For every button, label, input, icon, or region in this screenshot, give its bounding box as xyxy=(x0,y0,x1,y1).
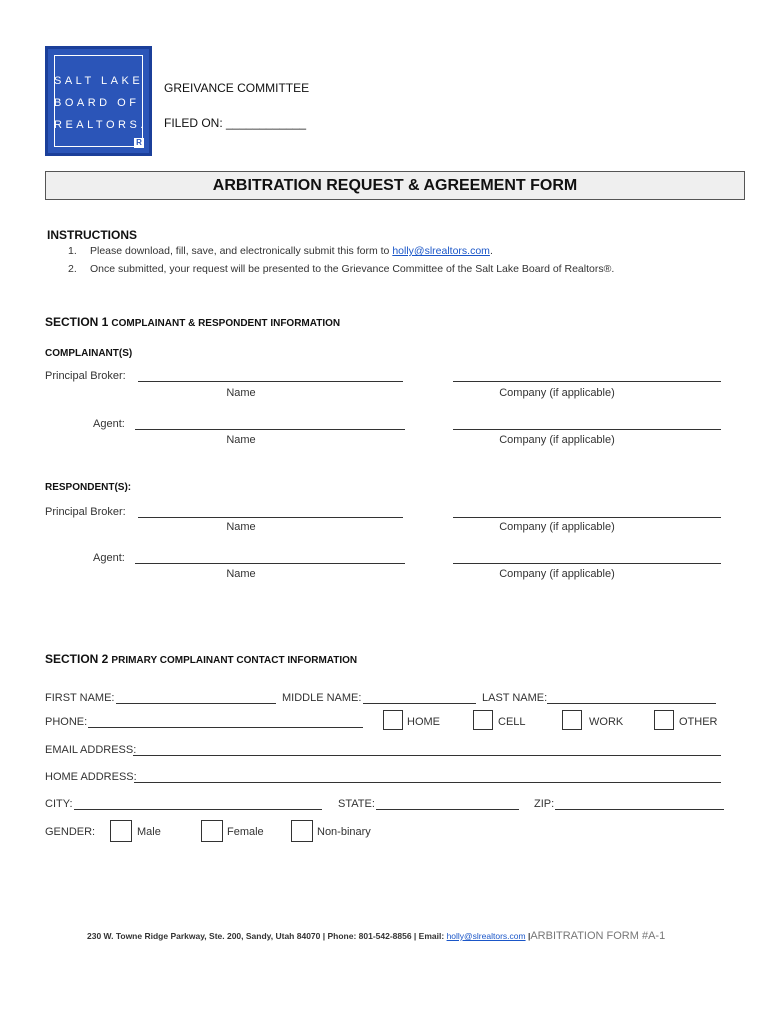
gender-female-label: Female xyxy=(227,826,264,838)
home-address-label: HOME ADDRESS: xyxy=(45,771,137,783)
name-caption: Name xyxy=(226,521,256,533)
gender-nonbinary-checkbox[interactable] xyxy=(291,820,313,842)
phone-cell-checkbox[interactable] xyxy=(473,710,493,730)
complainant-agent-name-field[interactable] xyxy=(135,429,405,430)
realtor-mark-icon: R xyxy=(134,138,144,148)
email-label: EMAIL ADDRESS: xyxy=(45,744,137,756)
gender-label: GENDER: xyxy=(45,826,96,838)
company-caption: Company (if applicable) xyxy=(499,434,615,446)
zip-field[interactable] xyxy=(555,809,724,810)
name-caption: Name xyxy=(226,434,256,446)
company-caption: Company (if applicable) xyxy=(499,387,615,399)
gender-male-label: Male xyxy=(137,826,161,838)
instruction-item-2: Once submitted, your request will be presented to the Grievance Committee of the Salt Lake Board of Realtors®. xyxy=(90,263,615,275)
instruction-text-1: Please download, fill, save, and electronically submit this form to xyxy=(90,245,390,257)
zip-label: ZIP: xyxy=(534,798,555,810)
complainant-agent-label: Agent: xyxy=(93,418,125,430)
city-field[interactable] xyxy=(74,809,322,810)
company-caption: Company (if applicable) xyxy=(499,521,615,533)
respondent-agent-company-field[interactable] xyxy=(453,563,721,564)
phone-work-label: WORK xyxy=(589,716,624,728)
filed-on-field[interactable]: FILED ON: ____________ xyxy=(164,116,307,130)
respondent-principal-name-field[interactable] xyxy=(138,517,403,518)
city-label: CITY: xyxy=(45,798,73,810)
phone-home-checkbox[interactable] xyxy=(383,710,403,730)
footer xyxy=(87,930,665,942)
phone-field[interactable] xyxy=(88,727,363,728)
name-caption: Name xyxy=(226,568,256,580)
section-2-title: PRIMARY COMPLAINANT CONTACT INFORMATION xyxy=(111,655,358,666)
gender-nonbinary-label: Non-binary xyxy=(317,826,371,838)
home-address-field[interactable] xyxy=(134,782,721,783)
instruction-end-1: . xyxy=(489,245,493,257)
instruction-email-link[interactable]: holly@slrealtors.com xyxy=(392,245,490,257)
logo-text-line-3: REALTORS. xyxy=(54,119,147,131)
board-logo xyxy=(45,46,152,156)
section-2-number: SECTION 2 xyxy=(45,652,109,666)
last-name-label: LAST NAME: xyxy=(482,692,548,704)
middle-name-field[interactable] xyxy=(363,703,476,704)
instruction-item-1 xyxy=(90,245,493,257)
section-1-number: SECTION 1 xyxy=(45,315,109,329)
instruction-number-1: 1. xyxy=(68,245,77,257)
state-field[interactable] xyxy=(376,809,519,810)
phone-label: PHONE: xyxy=(45,716,88,728)
complainant-principal-label: Principal Broker: xyxy=(45,370,126,382)
first-name-label: FIRST NAME: xyxy=(45,692,115,704)
section-1-title: COMPLAINANT & RESPONDENT INFORMATION xyxy=(111,318,341,329)
respondent-agent-name-field[interactable] xyxy=(135,563,405,564)
middle-name-label: MIDDLE NAME: xyxy=(282,692,362,704)
phone-work-checkbox[interactable] xyxy=(562,710,582,730)
complainant-principal-name-field[interactable] xyxy=(138,381,403,382)
phone-home-label: HOME xyxy=(407,716,440,728)
committee-label: GREIVANCE COMMITTEE xyxy=(164,81,310,95)
last-name-field[interactable] xyxy=(547,703,716,704)
form-title: ARBITRATION REQUEST & AGREEMENT FORM xyxy=(45,171,745,200)
footer-form-tag: ARBITRATION FORM #A-1 xyxy=(530,930,666,942)
gender-female-checkbox[interactable] xyxy=(201,820,223,842)
phone-other-label: OTHER xyxy=(679,716,718,728)
email-field[interactable] xyxy=(133,755,721,756)
section-2-heading xyxy=(45,652,357,666)
complainant-agent-company-field[interactable] xyxy=(453,429,721,430)
footer-email-link[interactable]: holly@slrealtors.com xyxy=(446,931,526,941)
respondents-heading: RESPONDENT(S): xyxy=(45,482,132,493)
complainant-principal-company-field[interactable] xyxy=(453,381,721,382)
footer-separator: | xyxy=(527,931,531,941)
company-caption: Company (if applicable) xyxy=(499,568,615,580)
gender-male-checkbox[interactable] xyxy=(110,820,132,842)
logo-text-line-2: BOARD OF xyxy=(54,97,140,109)
phone-other-checkbox[interactable] xyxy=(654,710,674,730)
instruction-number-2: 2. xyxy=(68,263,77,275)
respondent-principal-label: Principal Broker: xyxy=(45,506,126,518)
respondent-principal-company-field[interactable] xyxy=(453,517,721,518)
phone-cell-label: CELL xyxy=(498,716,526,728)
complainants-heading: COMPLAINANT(S) xyxy=(45,348,133,359)
section-1-heading xyxy=(45,315,340,329)
state-label: STATE: xyxy=(338,798,375,810)
instructions-heading: INSTRUCTIONS xyxy=(47,228,137,242)
first-name-field[interactable] xyxy=(116,703,276,704)
logo-text-line-1: SALT LAKE xyxy=(54,75,144,87)
name-caption: Name xyxy=(226,387,256,399)
footer-address: 230 W. Towne Ridge Parkway, Ste. 200, Sandy, Utah 84070 | Phone: 801-542-8856 | Email: xyxy=(87,931,445,941)
respondent-agent-label: Agent: xyxy=(93,552,125,564)
